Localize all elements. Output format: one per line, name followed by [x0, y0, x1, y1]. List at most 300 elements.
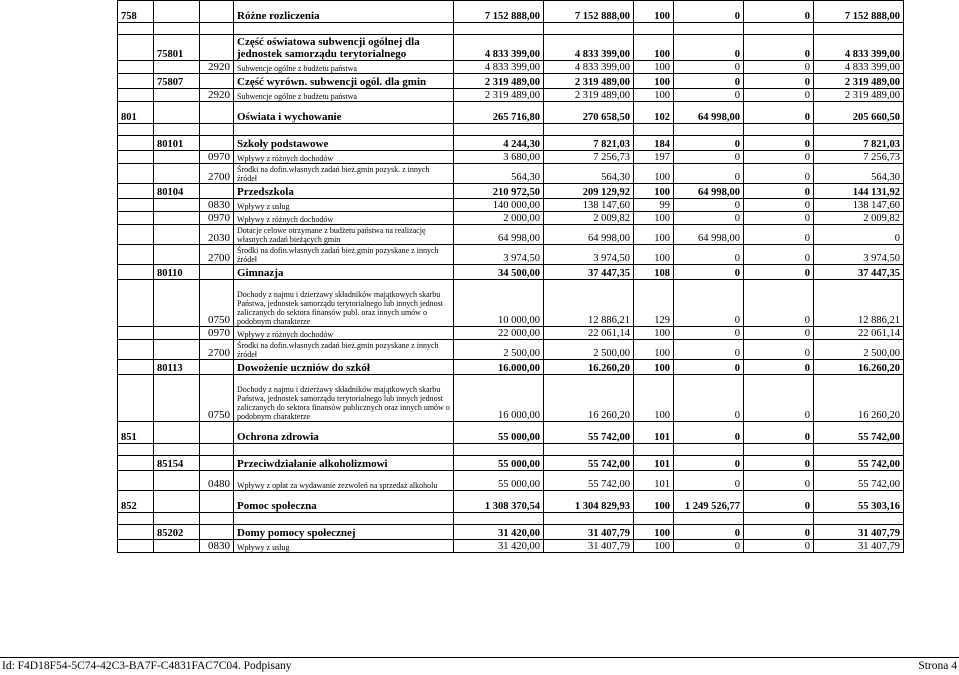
own-value: 205 660,50 [814, 102, 904, 124]
percent-value: 100 [634, 212, 674, 225]
section-code: 852 [118, 491, 154, 513]
section-code [118, 327, 154, 340]
item-name: Przedszkola [234, 184, 454, 199]
item-name: Wpływy z różnych dochodów [234, 327, 454, 340]
paragraph-code: 0970 [200, 151, 234, 164]
item-name: Dochody z najmu i dzierżawy składników majątkowych skarbu Państwa, jednostek samorządu terytorialnego lub innych jednost zaliczanych do sektora finansów publicznych oraz innych umów o podobnym charakterze [234, 375, 454, 422]
paragraph-code [200, 184, 234, 199]
paragraph-code [200, 265, 234, 280]
table-row [118, 225, 904, 245]
table-row [118, 184, 904, 199]
own-value: 2 500,00 [814, 340, 904, 360]
table-row [118, 360, 904, 375]
planned-value: 7 152 888,00 [454, 1, 544, 23]
item-name: Oświata i wychowanie [234, 102, 454, 124]
commissioned-value: 0 [674, 360, 744, 375]
item-name: Część wyrówn. subwencji ogól. dla gmin [234, 74, 454, 89]
chapter-code [154, 164, 200, 184]
own-value: 22 061,14 [814, 327, 904, 340]
percent-value: 100 [634, 540, 674, 553]
empty-cell [674, 444, 744, 456]
own-value: 138 147,60 [814, 199, 904, 212]
chapter-code [154, 212, 200, 225]
planned-value: 31 420,00 [454, 540, 544, 553]
table-row [118, 491, 904, 513]
section-code [118, 456, 154, 471]
chapter-code: 75807 [154, 74, 200, 89]
table-row [118, 280, 904, 327]
commissioned-value: 0 [674, 540, 744, 553]
executed-value: 55 742,00 [544, 471, 634, 491]
section-code: 758 [118, 1, 154, 23]
empty-cell [674, 124, 744, 136]
chapter-code [154, 61, 200, 74]
paragraph-code: 2920 [200, 61, 234, 74]
agreement-value: 0 [744, 61, 814, 74]
item-name: Subwencje ogólne z budżetu państwa [234, 89, 454, 102]
item-name: Dotacje celowe otrzymane z budżetu państwa na realizację własnych zadań bieżących gmin [234, 225, 454, 245]
section-code [118, 265, 154, 280]
percent-value: 100 [634, 89, 674, 102]
percent-value: 100 [634, 375, 674, 422]
section-code: 851 [118, 422, 154, 444]
empty-cell [634, 513, 674, 525]
table-row [118, 102, 904, 124]
agreement-value: 0 [744, 225, 814, 245]
empty-cell [454, 23, 544, 35]
empty-cell [154, 23, 200, 35]
own-value: 55 303,16 [814, 491, 904, 513]
empty-cell [154, 444, 200, 456]
section-code [118, 212, 154, 225]
percent-value: 100 [634, 245, 674, 265]
agreement-value: 0 [744, 199, 814, 212]
executed-value: 138 147,60 [544, 199, 634, 212]
planned-value: 22 000,00 [454, 327, 544, 340]
item-name: Wpływy z usług [234, 199, 454, 212]
section-code [118, 136, 154, 151]
executed-value: 2 009,82 [544, 212, 634, 225]
empty-cell [200, 444, 234, 456]
planned-value: 265 716,80 [454, 102, 544, 124]
section-code [118, 375, 154, 422]
table-row [118, 136, 904, 151]
executed-value: 12 886,21 [544, 280, 634, 327]
paragraph-code [200, 102, 234, 124]
executed-value: 37 447,35 [544, 265, 634, 280]
paragraph-code [200, 360, 234, 375]
planned-value: 16 000,00 [454, 375, 544, 422]
empty-cell [154, 513, 200, 525]
own-value: 2 319 489,00 [814, 74, 904, 89]
chapter-code [154, 471, 200, 491]
section-code [118, 74, 154, 89]
percent-value: 100 [634, 360, 674, 375]
own-value: 16 260,20 [814, 375, 904, 422]
planned-value: 55 000,00 [454, 456, 544, 471]
table-row [118, 456, 904, 471]
empty-cell [118, 513, 154, 525]
empty-cell [200, 124, 234, 136]
empty-cell [118, 23, 154, 35]
chapter-code: 80110 [154, 265, 200, 280]
percent-value: 101 [634, 456, 674, 471]
chapter-code [154, 225, 200, 245]
executed-value: 7 256,73 [544, 151, 634, 164]
executed-value: 4 833 399,00 [544, 35, 634, 61]
commissioned-value: 0 [674, 164, 744, 184]
chapter-code: 80113 [154, 360, 200, 375]
empty-cell [234, 124, 454, 136]
item-name: Wpływy z usług [234, 540, 454, 553]
commissioned-value: 0 [674, 265, 744, 280]
budget-sheet [117, 0, 903, 552]
item-name: Dochody z najmu i dzierżawy składników majątkowych skarbu Państwa, jednostek samorządu terytorialnego lub innych jednost zaliczanych do sektora finansów publ. oraz innych umów o podobnym charakterze [234, 280, 454, 327]
chapter-code [154, 491, 200, 513]
table-row [118, 375, 904, 422]
item-name: Gimnazja [234, 265, 454, 280]
planned-value: 55 000,00 [454, 471, 544, 491]
executed-value: 2 319 489,00 [544, 89, 634, 102]
empty-cell [814, 444, 904, 456]
executed-value: 16 260,20 [544, 375, 634, 422]
chapter-code: 85202 [154, 525, 200, 540]
executed-value: 209 129,92 [544, 184, 634, 199]
executed-value: 55 742,00 [544, 422, 634, 444]
own-value: 12 886,21 [814, 280, 904, 327]
executed-value: 2 319 489,00 [544, 74, 634, 89]
table-row [118, 61, 904, 74]
section-code [118, 151, 154, 164]
commissioned-value: 0 [674, 327, 744, 340]
paragraph-code [200, 136, 234, 151]
percent-value: 100 [634, 184, 674, 199]
table-row [118, 265, 904, 280]
spacer-row [118, 23, 904, 35]
agreement-value: 0 [744, 265, 814, 280]
planned-value: 3 974,50 [454, 245, 544, 265]
paragraph-code: 2030 [200, 225, 234, 245]
commissioned-value: 0 [674, 456, 744, 471]
commissioned-value: 0 [674, 245, 744, 265]
paragraph-code: 0750 [200, 280, 234, 327]
own-value: 2 319 489,00 [814, 89, 904, 102]
item-name: Część oświatowa subwencji ogólnej dla jednostek samorządu terytorialnego [234, 35, 454, 61]
chapter-code [154, 340, 200, 360]
paragraph-code: 2700 [200, 245, 234, 265]
chapter-code [154, 102, 200, 124]
empty-cell [454, 124, 544, 136]
agreement-value: 0 [744, 184, 814, 199]
own-value: 31 407,79 [814, 540, 904, 553]
percent-value: 184 [634, 136, 674, 151]
agreement-value: 0 [744, 151, 814, 164]
table-row [118, 471, 904, 491]
percent-value: 100 [634, 340, 674, 360]
empty-cell [544, 124, 634, 136]
percent-value: 100 [634, 164, 674, 184]
percent-value: 197 [634, 151, 674, 164]
planned-value: 31 420,00 [454, 525, 544, 540]
agreement-value: 0 [744, 525, 814, 540]
section-code [118, 280, 154, 327]
own-value: 2 009,82 [814, 212, 904, 225]
budget-table [117, 0, 904, 553]
commissioned-value: 0 [674, 422, 744, 444]
agreement-value: 0 [744, 74, 814, 89]
item-name: Środki na dofin.własnych zadań bież.gmin pozyskane z innych źródeł [234, 245, 454, 265]
paragraph-code: 0480 [200, 471, 234, 491]
planned-value: 1 308 370,54 [454, 491, 544, 513]
chapter-code [154, 1, 200, 23]
chapter-code: 80101 [154, 136, 200, 151]
agreement-value: 0 [744, 245, 814, 265]
commissioned-value: 64 998,00 [674, 225, 744, 245]
chapter-code: 80104 [154, 184, 200, 199]
agreement-value: 0 [744, 327, 814, 340]
empty-cell [200, 23, 234, 35]
own-value: 0 [814, 225, 904, 245]
paragraph-code: 0970 [200, 327, 234, 340]
paragraph-code: 0830 [200, 540, 234, 553]
commissioned-value: 0 [674, 375, 744, 422]
empty-cell [454, 444, 544, 456]
empty-cell [634, 124, 674, 136]
agreement-value: 0 [744, 280, 814, 327]
chapter-code [154, 245, 200, 265]
executed-value: 564,30 [544, 164, 634, 184]
table-row [118, 151, 904, 164]
own-value: 7 152 888,00 [814, 1, 904, 23]
item-name: Środki na dofin.własnych zadań bież.gmin pozyskane z innych źródeł [234, 340, 454, 360]
spacer-row [118, 513, 904, 525]
agreement-value: 0 [744, 136, 814, 151]
commissioned-value: 0 [674, 340, 744, 360]
own-value: 4 833 399,00 [814, 35, 904, 61]
table-row [118, 35, 904, 61]
own-value: 31 407,79 [814, 525, 904, 540]
commissioned-value: 0 [674, 471, 744, 491]
agreement-value: 0 [744, 35, 814, 61]
percent-value: 100 [634, 35, 674, 61]
section-code [118, 164, 154, 184]
planned-value: 10 000,00 [454, 280, 544, 327]
planned-value: 2 500,00 [454, 340, 544, 360]
section-code [118, 340, 154, 360]
paragraph-code [200, 456, 234, 471]
section-code [118, 471, 154, 491]
own-value: 4 833 399,00 [814, 61, 904, 74]
item-name: Środki na dofin.własnych zadań bież.gmin pozysk. z innych źródeł [234, 164, 454, 184]
paragraph-code: 2700 [200, 340, 234, 360]
empty-cell [234, 513, 454, 525]
executed-value: 270 658,50 [544, 102, 634, 124]
agreement-value: 0 [744, 456, 814, 471]
commissioned-value: 0 [674, 35, 744, 61]
agreement-value: 0 [744, 102, 814, 124]
executed-value: 7 821,03 [544, 136, 634, 151]
planned-value: 2 319 489,00 [454, 74, 544, 89]
empty-cell [674, 513, 744, 525]
commissioned-value: 0 [674, 89, 744, 102]
commissioned-value: 0 [674, 1, 744, 23]
section-code [118, 184, 154, 199]
commissioned-value: 0 [674, 525, 744, 540]
table-row [118, 74, 904, 89]
percent-value: 100 [634, 1, 674, 23]
executed-value: 1 304 829,93 [544, 491, 634, 513]
chapter-code: 85154 [154, 456, 200, 471]
paragraph-code: 0970 [200, 212, 234, 225]
table-row [118, 1, 904, 23]
planned-value: 2 319 489,00 [454, 89, 544, 102]
agreement-value: 0 [744, 375, 814, 422]
planned-value: 34 500,00 [454, 265, 544, 280]
table-row [118, 540, 904, 553]
table-row [118, 245, 904, 265]
empty-cell [200, 513, 234, 525]
own-value: 55 742,00 [814, 422, 904, 444]
executed-value: 16.260,20 [544, 360, 634, 375]
own-value: 3 974,50 [814, 245, 904, 265]
document-id: Id: F4D18F54-5C74-42C3-BA7F-C4831FAC7C04. Podpisany [2, 660, 292, 672]
agreement-value: 0 [744, 491, 814, 513]
commissioned-value: 0 [674, 74, 744, 89]
item-name: Subwencje ogólne z budżetu państwa [234, 61, 454, 74]
section-code [118, 199, 154, 212]
commissioned-value: 64 998,00 [674, 102, 744, 124]
paragraph-code [200, 491, 234, 513]
percent-value: 101 [634, 422, 674, 444]
percent-value: 100 [634, 525, 674, 540]
section-code [118, 35, 154, 61]
planned-value: 4 833 399,00 [454, 35, 544, 61]
empty-cell [454, 513, 544, 525]
commissioned-value: 0 [674, 136, 744, 151]
empty-cell [634, 444, 674, 456]
planned-value: 2 000,00 [454, 212, 544, 225]
executed-value: 7 152 888,00 [544, 1, 634, 23]
paragraph-code [200, 525, 234, 540]
empty-cell [118, 124, 154, 136]
planned-value: 140 000,00 [454, 199, 544, 212]
agreement-value: 0 [744, 422, 814, 444]
chapter-code [154, 375, 200, 422]
empty-cell [814, 23, 904, 35]
page-footer [0, 657, 959, 675]
agreement-value: 0 [744, 164, 814, 184]
commissioned-value: 0 [674, 151, 744, 164]
paragraph-code [200, 35, 234, 61]
empty-cell [744, 444, 814, 456]
item-name: Przeciwdziałanie alkoholizmowi [234, 456, 454, 471]
commissioned-value: 0 [674, 212, 744, 225]
spacer-row [118, 124, 904, 136]
chapter-code [154, 151, 200, 164]
empty-cell [744, 513, 814, 525]
empty-cell [544, 23, 634, 35]
section-code [118, 225, 154, 245]
empty-cell [234, 444, 454, 456]
executed-value: 64 998,00 [544, 225, 634, 245]
item-name: Wpływy z różnych dochodów [234, 212, 454, 225]
commissioned-value: 0 [674, 280, 744, 327]
chapter-code [154, 422, 200, 444]
section-code [118, 245, 154, 265]
paragraph-code: 2700 [200, 164, 234, 184]
table-row [118, 164, 904, 184]
item-name: Różne rozliczenia [234, 1, 454, 23]
table-row [118, 199, 904, 212]
executed-value: 31 407,79 [544, 540, 634, 553]
own-value: 55 742,00 [814, 456, 904, 471]
percent-value: 129 [634, 280, 674, 327]
agreement-value: 0 [744, 471, 814, 491]
percent-value: 102 [634, 102, 674, 124]
section-code [118, 540, 154, 553]
empty-cell [634, 23, 674, 35]
planned-value: 64 998,00 [454, 225, 544, 245]
section-code [118, 89, 154, 102]
section-code [118, 61, 154, 74]
percent-value: 99 [634, 199, 674, 212]
item-name: Domy pomocy społecznej [234, 525, 454, 540]
commissioned-value: 64 998,00 [674, 184, 744, 199]
commissioned-value: 0 [674, 199, 744, 212]
executed-value: 3 974,50 [544, 245, 634, 265]
paragraph-code: 0750 [200, 375, 234, 422]
paragraph-code: 2920 [200, 89, 234, 102]
table-row [118, 340, 904, 360]
section-code [118, 525, 154, 540]
executed-value: 31 407,79 [544, 525, 634, 540]
section-code [118, 360, 154, 375]
agreement-value: 0 [744, 212, 814, 225]
table-row [118, 212, 904, 225]
executed-value: 2 500,00 [544, 340, 634, 360]
empty-cell [544, 513, 634, 525]
paragraph-code [200, 1, 234, 23]
own-value: 7 821,03 [814, 136, 904, 151]
table-row [118, 327, 904, 340]
empty-cell [814, 124, 904, 136]
table-row [118, 89, 904, 102]
executed-value: 4 833 399,00 [544, 61, 634, 74]
commissioned-value: 0 [674, 61, 744, 74]
empty-cell [154, 124, 200, 136]
own-value: 564,30 [814, 164, 904, 184]
section-code: 801 [118, 102, 154, 124]
percent-value: 100 [634, 61, 674, 74]
item-name: Ochrona zdrowia [234, 422, 454, 444]
item-name: Wpływy z różnych dochodów [234, 151, 454, 164]
empty-cell [544, 444, 634, 456]
chapter-code [154, 540, 200, 553]
chapter-code [154, 280, 200, 327]
empty-cell [814, 513, 904, 525]
agreement-value: 0 [744, 360, 814, 375]
agreement-value: 0 [744, 89, 814, 102]
item-name: Dowożenie uczniów do szkół [234, 360, 454, 375]
agreement-value: 0 [744, 340, 814, 360]
chapter-code [154, 199, 200, 212]
own-value: 16.260,20 [814, 360, 904, 375]
own-value: 7 256,73 [814, 151, 904, 164]
planned-value: 4 833 399,00 [454, 61, 544, 74]
agreement-value: 0 [744, 540, 814, 553]
chapter-code [154, 89, 200, 102]
percent-value: 100 [634, 225, 674, 245]
